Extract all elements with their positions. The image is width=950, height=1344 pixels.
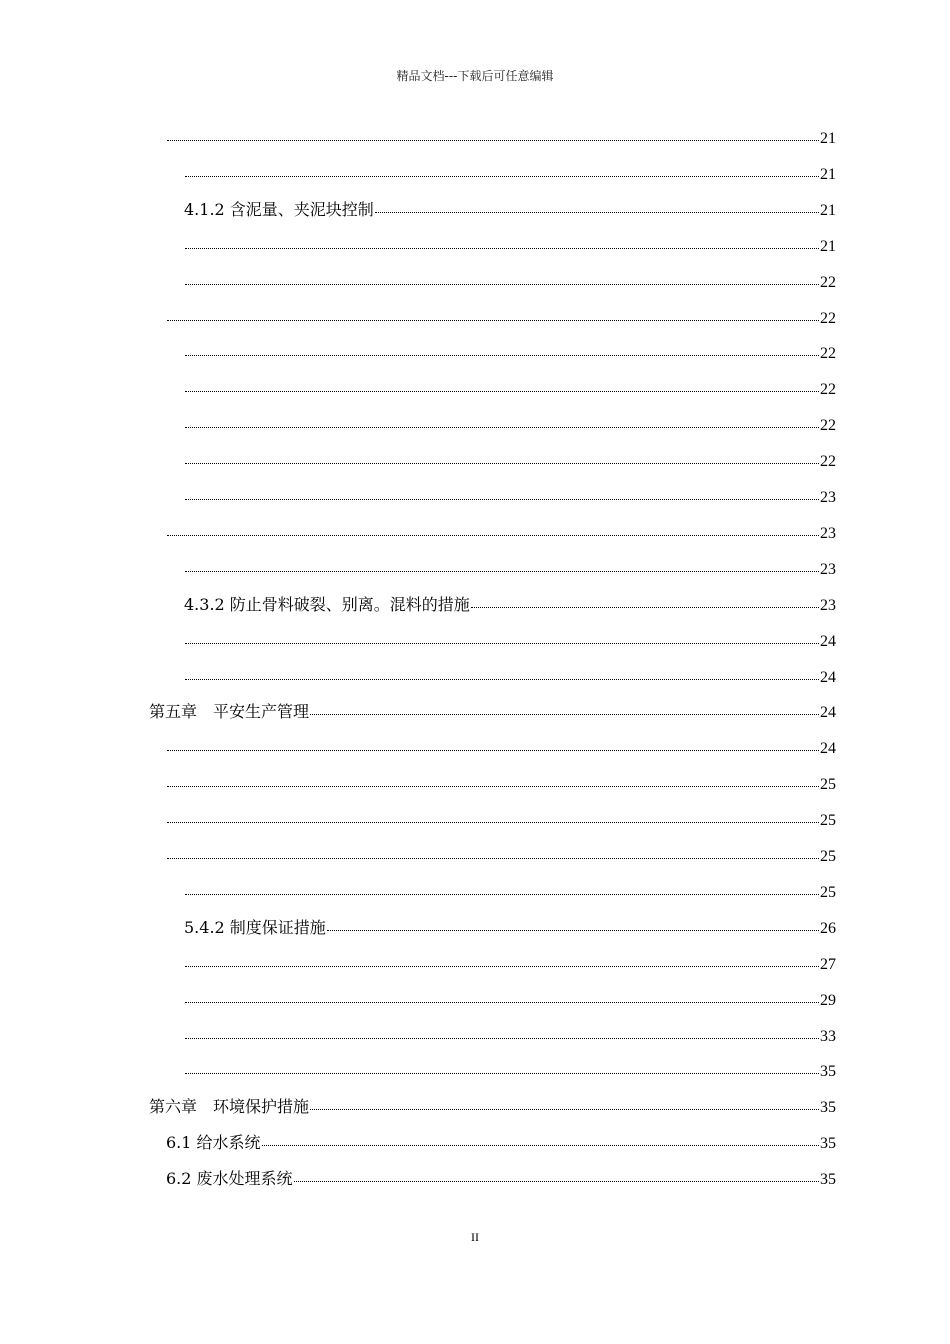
toc-entry-page: 25 xyxy=(820,812,836,830)
dot-leader xyxy=(185,409,819,428)
page-number: II xyxy=(471,1230,479,1244)
dot-leader xyxy=(185,553,819,572)
dot-leader xyxy=(167,517,819,536)
toc-entry-page: 22 xyxy=(820,273,836,291)
toc-entry[interactable] xyxy=(166,842,836,868)
toc-entry[interactable] xyxy=(184,627,836,653)
dot-leader xyxy=(185,984,819,1003)
toc-entry[interactable] xyxy=(184,375,836,401)
dot-leader xyxy=(310,1091,819,1110)
toc-entry[interactable] xyxy=(184,986,836,1012)
toc-entry-page: 35 xyxy=(820,1063,836,1081)
toc-entry[interactable] xyxy=(184,950,836,976)
toc-entry[interactable] xyxy=(184,914,836,940)
toc-entry[interactable] xyxy=(166,1129,836,1155)
toc-entry-page: 29 xyxy=(820,991,836,1009)
dot-leader xyxy=(375,194,819,213)
toc-entry[interactable] xyxy=(166,734,836,760)
page-header: 精品文档---下载后可任意编辑 xyxy=(396,69,554,83)
toc-entry-page: 21 xyxy=(820,237,836,255)
dot-leader xyxy=(167,840,819,859)
toc-entry[interactable] xyxy=(166,124,836,150)
dot-leader xyxy=(310,696,819,715)
toc-entry[interactable] xyxy=(149,1093,836,1119)
dot-leader xyxy=(185,373,819,392)
toc-entry[interactable] xyxy=(184,483,836,509)
toc-entry-page: 23 xyxy=(820,524,836,542)
dot-leader xyxy=(185,948,819,967)
toc-entry[interactable] xyxy=(184,447,836,473)
toc-entry[interactable] xyxy=(166,1165,836,1191)
toc-entry[interactable] xyxy=(149,698,836,724)
toc-entry-page: 22 xyxy=(820,345,836,363)
toc-entry[interactable] xyxy=(184,555,836,581)
dot-leader xyxy=(185,337,819,356)
toc-entry[interactable] xyxy=(184,196,836,222)
toc-entry-page: 26 xyxy=(820,919,836,937)
toc-entry-title: 6.2 废水处理系统 xyxy=(166,1169,293,1189)
toc-entry-page: 22 xyxy=(820,309,836,327)
dot-leader xyxy=(185,625,819,644)
toc-entry[interactable] xyxy=(184,411,836,437)
toc-entry-page: 23 xyxy=(820,489,836,506)
dot-leader xyxy=(471,589,819,608)
toc-entry-page: 23 xyxy=(820,560,836,578)
dot-leader xyxy=(167,302,819,321)
toc-entry[interactable] xyxy=(184,878,836,904)
toc-entry-page: 25 xyxy=(820,776,836,794)
toc-entry[interactable] xyxy=(184,591,836,617)
toc-entry-page: 22 xyxy=(820,453,836,471)
toc-entry[interactable] xyxy=(184,663,836,689)
toc-entry-title: 第五章 平安生产管理 xyxy=(149,702,310,722)
toc-entry-page: 35 xyxy=(820,1099,836,1117)
toc-entry[interactable] xyxy=(184,160,836,186)
dot-leader xyxy=(185,1020,819,1039)
toc-entry-page: 24 xyxy=(820,668,836,686)
toc-entry[interactable] xyxy=(166,519,836,545)
toc-entry-page: 33 xyxy=(820,1027,836,1045)
dot-leader xyxy=(185,1055,819,1074)
toc-entry[interactable] xyxy=(166,770,836,796)
dot-leader xyxy=(327,912,819,931)
toc-entry-title: 4.3.2 防止骨料破裂、别离。混料的措施 xyxy=(184,594,470,614)
toc-entry[interactable] xyxy=(166,806,836,832)
toc-entry-title: 6.1 给水系统 xyxy=(166,1133,261,1153)
toc-entry-page: 24 xyxy=(820,704,836,722)
dot-leader xyxy=(185,661,819,680)
toc-entry-page: 35 xyxy=(820,1135,836,1153)
dot-leader xyxy=(185,481,819,500)
toc-entry-title: 4.1.2 含泥量、夹泥块控制 xyxy=(184,199,374,219)
toc-entry-page: 35 xyxy=(820,1171,836,1189)
dot-leader xyxy=(185,230,819,249)
dot-leader xyxy=(185,158,819,177)
dot-leader xyxy=(185,876,819,895)
toc-entry-page: 21 xyxy=(820,130,836,147)
toc-entry-page: 22 xyxy=(820,417,836,435)
toc-entry-title: 第六章 环境保护措施 xyxy=(149,1097,310,1117)
toc-entry[interactable] xyxy=(184,339,836,365)
toc-entry-title: 5.4.2 制度保证措施 xyxy=(184,917,326,937)
toc-entry-page: 25 xyxy=(820,848,836,865)
dot-leader xyxy=(167,732,819,751)
dot-leader xyxy=(294,1163,819,1182)
toc-entry[interactable] xyxy=(184,1022,836,1048)
toc-entry[interactable] xyxy=(184,232,836,258)
toc-entry-page: 25 xyxy=(820,883,836,901)
toc-entry-page: 27 xyxy=(820,955,836,973)
toc-entry-page: 24 xyxy=(820,740,836,758)
toc-entry-page: 21 xyxy=(820,165,836,183)
dot-leader xyxy=(262,1127,819,1146)
toc-entry-page: 23 xyxy=(820,596,836,614)
toc-entry-page: 22 xyxy=(820,381,836,399)
dot-leader xyxy=(185,445,819,464)
dot-leader xyxy=(167,804,819,823)
dot-leader xyxy=(167,768,819,787)
toc-entry-page: 24 xyxy=(820,632,836,650)
dot-leader xyxy=(167,122,819,141)
toc-entry[interactable] xyxy=(184,1057,836,1083)
toc-entry-page: 21 xyxy=(820,201,836,219)
dot-leader xyxy=(185,266,819,285)
toc-entry[interactable] xyxy=(166,304,836,330)
toc-entry[interactable] xyxy=(184,268,836,294)
